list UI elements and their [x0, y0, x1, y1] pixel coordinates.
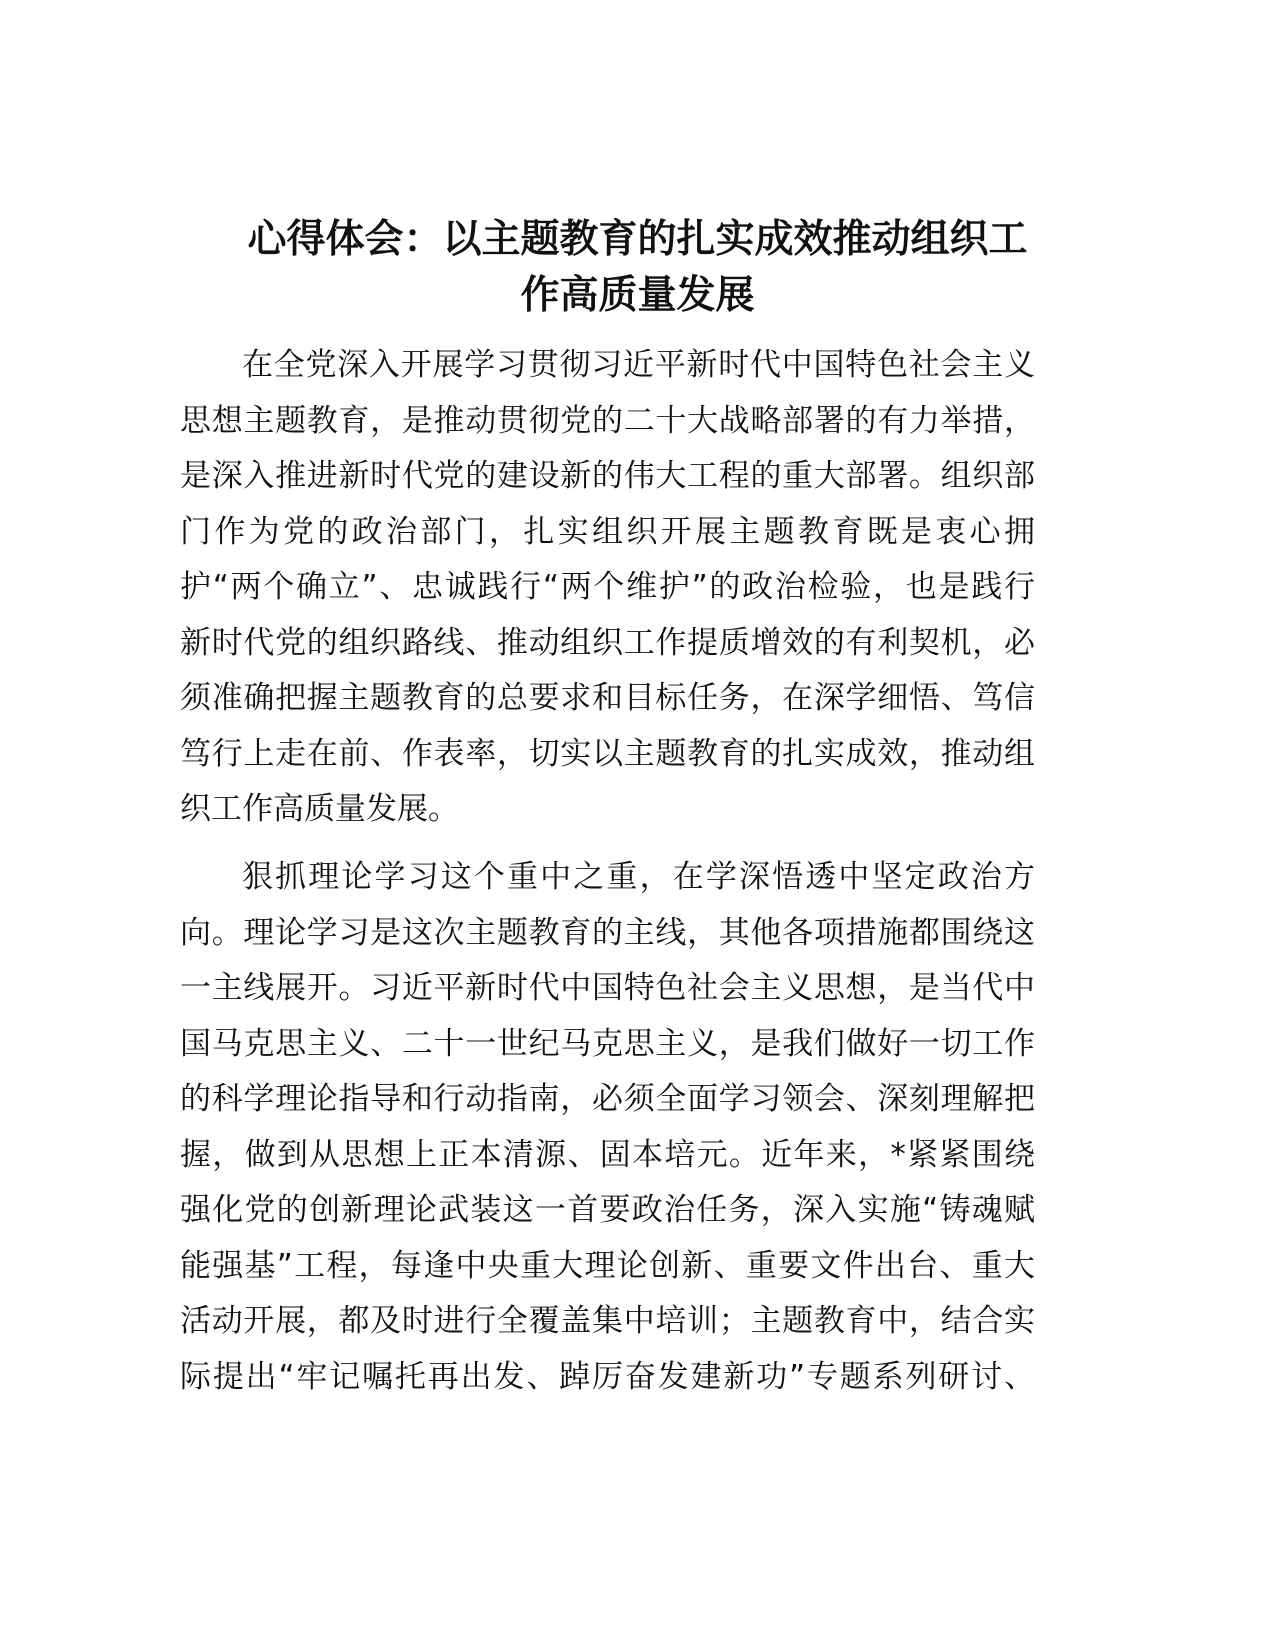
- document-title: [150, 212, 1125, 324]
- text-line: 是深入推进新时代党的建设新的伟大工程的重大部署。组织部: [180, 458, 1035, 494]
- text-line: 向。理论学习是这次主题教育的主线，其他各项措施都围绕这: [180, 914, 1035, 951]
- text-line: 思想主题教育，是推动贯彻党的二十大战略部署的有力举措，: [180, 402, 1035, 439]
- text-line: 须准确把握主题教育的总要求和目标任务，在深学细悟、笃信: [180, 680, 1035, 716]
- text-line: 际提出“牢记嘱托再出发、踔厉奋发建新功”专题系列研讨、: [180, 1358, 1035, 1395]
- text-line: 握，做到从思想上正本清源、固本培元。近年来，*紧紧围绕: [180, 1136, 1035, 1173]
- paragraph-1: [180, 338, 1035, 838]
- text-line: 笃行上走在前、作表率，切实以主题教育的扎实成效，推动组: [180, 735, 1035, 772]
- text-line: 狠抓理论学习这个重中之重，在学深悟透中坚定政治方: [242, 859, 1035, 895]
- text-line: 活动开展，都及时进行全覆盖集中培训；主题教育中，结合实: [180, 1303, 1035, 1339]
- title-line: 作高质量发展: [520, 273, 755, 318]
- text-line: 的科学理论指导和行动指南，必须全面学习领会、深刻理解把: [180, 1081, 1035, 1117]
- text-line: 国马克思主义、二十一世纪马克思主义，是我们做好一切工作: [180, 1025, 1035, 1062]
- text-line: 织工作高质量发展。: [180, 791, 459, 827]
- text-line: 新时代党的组织路线、推动组织工作提质增效的有利契机，必: [180, 624, 1035, 661]
- text-line: 一主线展开。习近平新时代中国特色社会主义思想，是当代中: [180, 970, 1035, 1006]
- text-line: 在全党深入开展学习贯彻习近平新时代中国特色社会主义: [242, 347, 1035, 383]
- text-line: 强化党的创新理论武装这一首要政治任务，深入实施“铸魂赋: [180, 1192, 1035, 1228]
- text-line: 门作为党的政治部门，扎实组织开展主题教育既是衷心拥: [180, 513, 1035, 550]
- paragraph-2: [180, 850, 1035, 1405]
- text-line: 护“两个确立”、忠诚践行“两个维护”的政治检验，也是践行: [180, 569, 1035, 605]
- title-line: 心得体会：以主题教育的扎实成效推动组织工: [247, 217, 1028, 262]
- text-line: 能强基”工程，每逢中央重大理论创新、重要文件出台、重大: [180, 1247, 1035, 1284]
